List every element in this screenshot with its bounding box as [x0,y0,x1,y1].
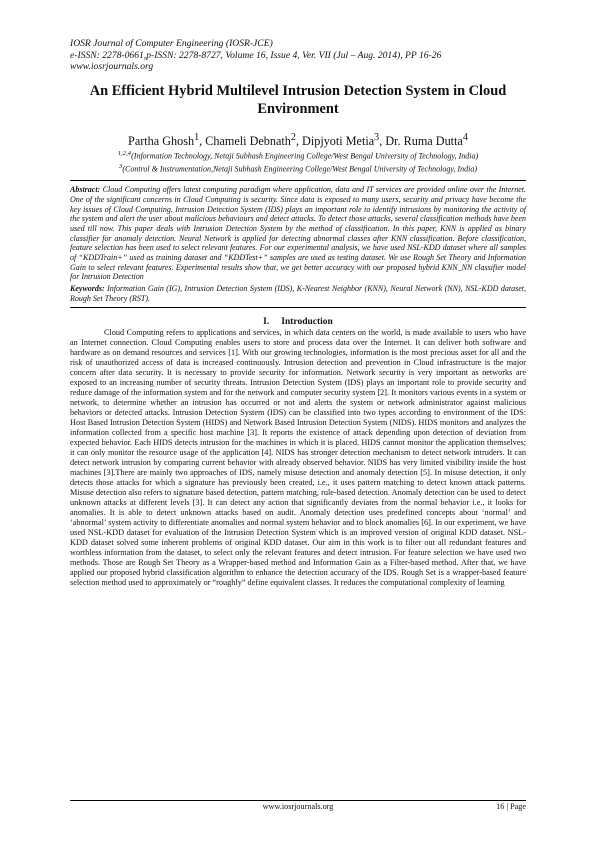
author-sup: 3 [374,131,380,143]
affiliation-sup: 3 [119,162,123,170]
author-sup: 2 [290,131,296,143]
abstract-label: Abstract: [70,185,101,195]
author-sup: 4 [462,131,468,143]
footer-rule [70,800,526,801]
author-sup: 1 [194,131,200,143]
journal-name: IOSR Journal of Computer Engineering (IOSR-JCE) [70,38,273,49]
divider-rule [70,307,526,308]
paper-title: An Efficient Hybrid Multilevel Intrusion Detection System in Cloud Environment [89,82,507,117]
keywords [70,284,526,306]
journal-site[interactable]: www.iosrjournals.org [70,61,154,73]
journal-issn: e-ISSN: 2278-0661,p-ISSN: 2278-8727, Volume 16, Issue 4, Ver. VII (Jul – Aug. 2014), PP 16-26 [70,49,442,61]
affiliation-text: (Control & Instrumentation,Netaji Subhash Engineering College/West Bengal University of Technology, India) [122,164,477,174]
section-number: I. [263,316,270,327]
divider-rule [70,180,526,181]
author-name: Partha Ghosh [128,133,195,148]
footer-site[interactable]: www.iosrjournals.org [262,802,334,811]
abstract-text: Cloud Computing offers latest computing paradigm where application, data and IT services are provided online over the Internet. One of the significant concerns in Cloud Computing is security. Since data is exposed to many users, security and privacy have become the key issues of Cloud Computing. Intrusion Detection System (IDS) plays an important role to identify intrusions by monitoring the activity of the system and alert the user about malicious behaviours and detect attacks. To detect those attacks, several classification methods have been used till now. This paper deals with Intrusion Detection System by the method of classification. In this paper, KNN is applied as binary classifier for anomaly detection. Neural Network is applied for detecting abnormal classes after KNN classification. Before classification, feature selection has been used to select relevant features. For our experimental analysis, we have used NSL-KDD dataset where all samples of “KDDTrain+” used as training dataset and “KDDTest+” samples are used as testing dataset. We use Rough Set Theory and Information Gain to select relevant features. Experimental results show that, we get better accuracy with our proposed hybrid KNN_NN classifier model for Intrusion Detection [70,185,527,282]
journal-header [70,38,526,73]
author-name: Dr. Ruma Dutta [385,133,463,148]
author-name: Chameli Debnath [205,133,291,148]
abstract [70,185,526,282]
keywords-text: Information Gain (IG), Intrusion Detection System (IDS), K-Nearest Neighbor (KNN), Neural Network (NN), NSL-KDD dataset, Rough Set Theory (RST). [70,284,526,303]
section-heading [70,317,526,327]
affiliation-sup: 1,2,4 [117,149,132,157]
section-title: Introduction [281,316,333,327]
page-footer [70,802,526,814]
affiliation-text: (Information Technology, Netaji Subhash Engineering College/West Bengal University of Technology, India) [131,151,479,161]
section-body: Cloud Computing refers to applications and services, in which data centers on the world, is made available to users who have an Internet connection. Cloud Computing enables users to store and process data over the Internet. It can deliver both software and hardware as on demand resources and services [1]. With our growing technologies, information is the most precious asset for all and the risk of unauthorized access of data is increased continuously. Intrusion detection and prevention in Cloud infrastructure is the major concern after data security. It is necessary to provide security for information. Network security is very important as networks are exposed to an increasing number of security threats. Intrusion Detection System (IDS) plays an important role to provide security and reduce damage of the information system and for the network and computer security system [2]. It monitors various events in a system or network, to determine whether an intrusion has occurred or not and alerts the system or network administrator against malicious behaviors or detected attacks. Intrusion Detection System (IDS) can be classified into two types according to environment of the IDS: Host Based Intrusion Detection System (HIDS) and Network Based Intrusion Detection System (NIDS). HIDS monitors and analyzes the information collected from a specific host machine [3]. It reports the existence of attack depending upon detection of deviation from expected behavior. Each HIDS detects intrusion for the machines in which it is placed. HIDS cannot monitor the application themselves; it can only monitor the resource usage of the application [4]. NIDS has stronger detection mechanism to detect network intruders. It can detect network intrusion by comparing current behavior with already observed behavior. NIDS has very limited visibility inside the host machines [3].There are mainly two approaches of IDS, namely misuse detection and anomaly detection [5]. In misuse detection, it only detects those attacks for which a signature has previously been created, i.e., it uses pattern matching to detect known attack patterns. Misuse detection also refers to signature based detection, pattern matching, rule-based detection. Anomaly detection can be used to detect unknown attacks at different levels [3]. It can detect any action that significantly deviates from the normal behavior i.e., it looks for anomalies. It is able to detect unknown attacks based on audit. Anomaly detection uses predefined concepts about ‘normal’ and ‘abnormal’ system activity to differentiate anomalies and normal system behavior and to block anomalies [6]. In our experiment, we have used NSL-KDD dataset for evaluation of the Intrusion Detection System which is an improved version of original KDD dataset. NSL-KDD dataset solved some inherent problems of original KDD dataset. Our aim in this work is to filter out all redundant features and worthless information from the dataset, to select only the relevant features and detect intrusion. For feature selection we have used two methods. Those are Rough Set Theory as a Wrapper-based method and Information Gain as a Filter-based method. After that, we have applied our proposed hybrid classification algorithm to enhance the detection accuracy of the IDS. Rough Set is a wrapper-based feature selection method used to approximately or “roughly” define equivalent classes. It reduces the computational complexity of learning [70,327,526,587]
page-number: 16 | Page [496,802,526,811]
keywords-label: Keywords: [70,284,105,294]
affiliation [70,149,526,162]
paper-page [70,38,526,588]
author-name: Dipjyoti Metia [302,133,375,148]
affiliation [70,162,526,175]
author-list: Partha Ghosh$^1$, Chameli Debnath$^2$, Dipjyoti Metia$^3$, Dr. Ruma Dutta$^4$ [128,131,468,148]
